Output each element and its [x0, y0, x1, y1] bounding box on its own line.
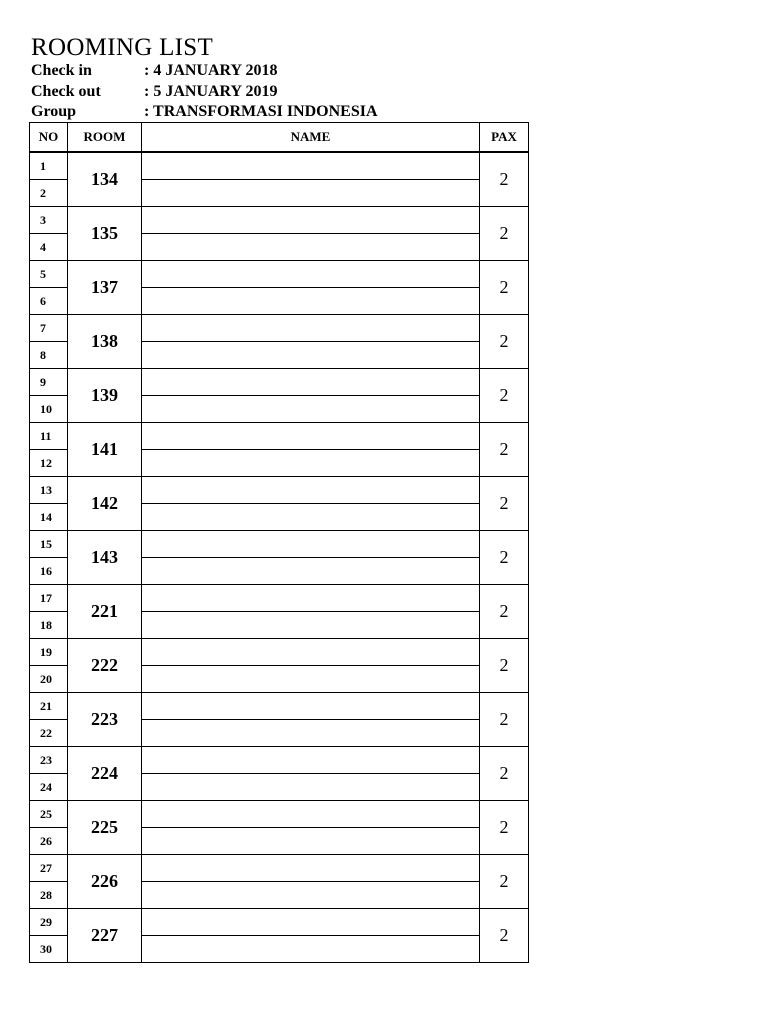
pax-count: 2	[480, 909, 529, 963]
guest-number: 3	[30, 207, 68, 234]
room-number: 226	[68, 855, 142, 909]
guest-name-field[interactable]	[142, 315, 480, 342]
room-number: 141	[68, 423, 142, 477]
guest-number: 25	[30, 801, 68, 828]
guest-name-field[interactable]	[142, 531, 480, 558]
room-number: 222	[68, 639, 142, 693]
guest-name-field[interactable]	[142, 774, 480, 801]
guest-name-field[interactable]	[142, 855, 480, 882]
guest-name-field[interactable]	[142, 396, 480, 423]
guest-number: 14	[30, 504, 68, 531]
guest-name-field[interactable]	[142, 585, 480, 612]
table-row	[30, 855, 529, 882]
guest-name-field[interactable]	[142, 720, 480, 747]
table-row	[30, 207, 529, 234]
room-number: 134	[68, 152, 142, 207]
check-in-label: Check in	[31, 62, 92, 79]
guest-name-field[interactable]	[142, 801, 480, 828]
guest-number: 20	[30, 666, 68, 693]
header-pax: PAX	[480, 123, 529, 153]
guest-number: 16	[30, 558, 68, 585]
header-room: ROOM	[68, 123, 142, 153]
check-out-value: : 5 JANUARY 2019	[144, 83, 278, 100]
guest-name-field[interactable]	[142, 288, 480, 315]
room-number: 137	[68, 261, 142, 315]
header-name: NAME	[142, 123, 480, 153]
guest-number: 11	[30, 423, 68, 450]
room-number: 223	[68, 693, 142, 747]
guest-number: 15	[30, 531, 68, 558]
pax-count: 2	[480, 423, 529, 477]
check-in-line	[31, 61, 278, 81]
pax-count: 2	[480, 152, 529, 207]
guest-number: 8	[30, 342, 68, 369]
rooming-table	[29, 122, 529, 963]
guest-number: 19	[30, 639, 68, 666]
guest-number: 10	[30, 396, 68, 423]
guest-name-field[interactable]	[142, 369, 480, 396]
table-row	[30, 585, 529, 612]
guest-name-field[interactable]	[142, 936, 480, 963]
guest-number: 21	[30, 693, 68, 720]
pax-count: 2	[480, 477, 529, 531]
pax-count: 2	[480, 585, 529, 639]
guest-number: 6	[30, 288, 68, 315]
guest-number: 17	[30, 585, 68, 612]
guest-name-field[interactable]	[142, 207, 480, 234]
guest-name-field[interactable]	[142, 234, 480, 261]
pax-count: 2	[480, 369, 529, 423]
guest-name-field[interactable]	[142, 666, 480, 693]
table-header-row	[30, 123, 529, 153]
pax-count: 2	[480, 261, 529, 315]
room-number: 139	[68, 369, 142, 423]
group-value: : TRANSFORMASI INDONESIA	[144, 103, 378, 120]
group-line	[31, 102, 378, 122]
room-number: 135	[68, 207, 142, 261]
pax-count: 2	[480, 801, 529, 855]
table-row	[30, 369, 529, 396]
guest-number: 4	[30, 234, 68, 261]
guest-number: 13	[30, 477, 68, 504]
guest-name-field[interactable]	[142, 342, 480, 369]
guest-number: 7	[30, 315, 68, 342]
guest-number: 18	[30, 612, 68, 639]
room-number: 227	[68, 909, 142, 963]
guest-name-field[interactable]	[142, 504, 480, 531]
table-row	[30, 747, 529, 774]
pax-count: 2	[480, 315, 529, 369]
room-number: 138	[68, 315, 142, 369]
guest-name-field[interactable]	[142, 423, 480, 450]
guest-number: 1	[30, 152, 68, 180]
guest-number: 5	[30, 261, 68, 288]
guest-number: 22	[30, 720, 68, 747]
guest-name-field[interactable]	[142, 882, 480, 909]
room-number: 142	[68, 477, 142, 531]
guest-number: 23	[30, 747, 68, 774]
guest-number: 29	[30, 909, 68, 936]
page-title: ROOMING LIST	[31, 34, 214, 61]
header-no: NO	[30, 123, 68, 153]
guest-number: 27	[30, 855, 68, 882]
table-row	[30, 693, 529, 720]
group-label: Group	[31, 103, 77, 120]
pax-count: 2	[480, 747, 529, 801]
guest-number: 30	[30, 936, 68, 963]
guest-name-field[interactable]	[142, 180, 480, 207]
guest-name-field[interactable]	[142, 693, 480, 720]
guest-name-field[interactable]	[142, 450, 480, 477]
table-row	[30, 315, 529, 342]
room-number: 225	[68, 801, 142, 855]
table-row	[30, 152, 529, 180]
table-row	[30, 801, 529, 828]
table-row	[30, 477, 529, 504]
pax-count: 2	[480, 531, 529, 585]
table-row	[30, 261, 529, 288]
pax-count: 2	[480, 693, 529, 747]
check-out-line	[31, 82, 278, 102]
check-in-value: : 4 JANUARY 2018	[144, 62, 278, 79]
room-number: 224	[68, 747, 142, 801]
pax-count: 2	[480, 207, 529, 261]
guest-name-field[interactable]	[142, 909, 480, 936]
guest-number: 24	[30, 774, 68, 801]
guest-number: 2	[30, 180, 68, 207]
guest-name-field[interactable]	[142, 639, 480, 666]
guest-name-field[interactable]	[142, 261, 480, 288]
table-row	[30, 909, 529, 936]
table-row	[30, 423, 529, 450]
table-row	[30, 639, 529, 666]
room-number: 143	[68, 531, 142, 585]
check-out-label: Check out	[31, 83, 101, 100]
table-body	[30, 152, 529, 963]
guest-number: 26	[30, 828, 68, 855]
guest-name-field[interactable]	[142, 828, 480, 855]
guest-number: 9	[30, 369, 68, 396]
guest-number: 28	[30, 882, 68, 909]
guest-name-field[interactable]	[142, 612, 480, 639]
room-number: 221	[68, 585, 142, 639]
pax-count: 2	[480, 855, 529, 909]
pax-count: 2	[480, 639, 529, 693]
table-row	[30, 531, 529, 558]
guest-name-field[interactable]	[142, 558, 480, 585]
guest-name-field[interactable]	[142, 152, 480, 180]
guest-name-field[interactable]	[142, 747, 480, 774]
guest-name-field[interactable]	[142, 477, 480, 504]
guest-number: 12	[30, 450, 68, 477]
